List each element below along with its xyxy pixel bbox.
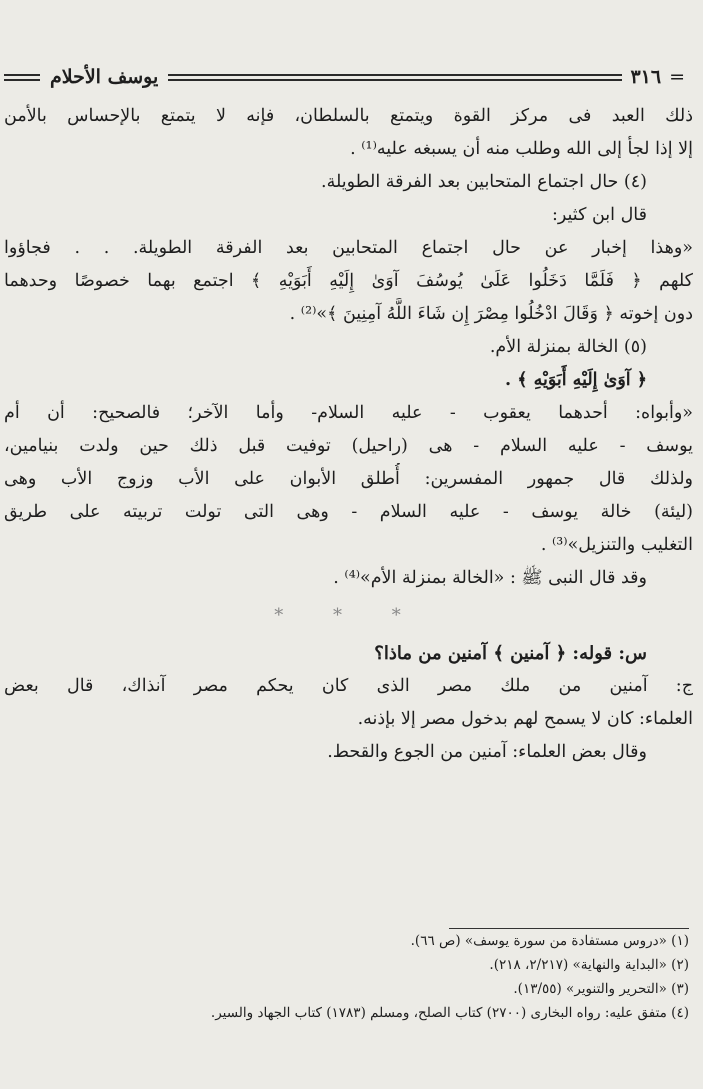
footnotes [4, 928, 689, 1025]
text-line: ولذلك قال جمهور المفسرين: أُطلق الأبوان على الأب وزوج الأب وهى [4, 469, 693, 489]
section-heading: (٥) الخالة بمنزلة الأم. [489, 337, 647, 357]
text-line: العلماء: كان لا يسمح لهم بدخول مصر إلا بإذنه. [357, 709, 693, 729]
footnote: (١) «دروس مستفادة من سورة يوسف» (ص ٦٦). [410, 933, 689, 949]
question-heading: س: قوله: ﴿ آمنين ﴾ آمنين من ماذا؟ [374, 643, 647, 664]
text-line: دون إخوته ﴿ وَقَالَ ادْخُلُوا مِصْرَ إِن شَاءَ اللَّهُ آمِنِينَ ﴾»⁽²⁾ . [289, 304, 693, 324]
text-line: (ليئة) خالة يوسف - عليه السلام - وهى التى تولت تربيته على طريق [4, 502, 693, 522]
text-line: قال ابن كثير: [551, 205, 647, 225]
header-rule [168, 74, 622, 81]
text-line: ذلك العبد فى مركز القوة ويتمتع بالسلطان، فإنه لا يتمتع بالإحساس بالأمن [4, 106, 693, 126]
text-line: ج: آمنين من ملك مصر الذى كان يحكم مصر آنذاك، قال بعض [4, 676, 693, 696]
text-line: التغليب والتنزيل»⁽³⁾ . [540, 535, 693, 555]
footnote: (٤) متفق عليه: رواه البخارى (٢٧٠٠) كتاب الصلح، ومسلم (١٧٨٣) كتاب الجهاد والسير. [210, 1005, 689, 1021]
quran-verse: ﴿ آوَىٰ إِلَيْهِ أَبَوَيْهِ ﴾ . [505, 370, 647, 390]
page-number: ٣١٦ [630, 66, 662, 88]
text-line: وقد قال النبى ﷺ : «الخالة بمنزلة الأم»⁽⁴⁾ . [333, 568, 647, 588]
text-line: يوسف - عليه السلام - هى (راحيل) توفيت قبل ذلك حين ولدت بنيامين، [4, 436, 693, 456]
text-line: كلهم ﴿ فَلَمَّا دَخَلُوا عَلَىٰ يُوسُفَ آوَىٰ إِلَيْهِ أَبَوَيْهِ ﴾ اجتمع بهما خصوصًا وحدهما [4, 271, 693, 291]
book-title: يوسف الأحلام [50, 66, 159, 88]
section-separator: * * * [274, 605, 423, 626]
main-text [4, 100, 693, 769]
section-heading: (٤) حال اجتماع المتحابين بعد الفرقة الطويلة. [321, 172, 647, 192]
footnote: (٣) «التحرير والتنوير» (١٣/٥٥). [513, 981, 689, 997]
text-line: «وأبواه: أحدهما يعقوب - عليه السلام- وأما الآخر؛ فالصحيح: أن أم [4, 403, 693, 423]
footnote: (٢) «البداية والنهاية» (٢/٢١٧، ٢١٨). [489, 957, 689, 973]
header-rule-end [4, 74, 40, 81]
page-header: = ٣١٦ يوسف الأحلام [4, 63, 685, 91]
text-line: وقال بعض العلماء: آمنين من الجوع والقحط. [327, 742, 647, 762]
text-line: إلا إذا لجأ إلى الله وطلب منه أن يسبغه عليه⁽¹⁾ . [350, 139, 693, 159]
text-line: «وهذا إخبار عن حال اجتماع المتحابين بعد الفرقة الطويلة. . . فجاؤوا [4, 238, 693, 258]
